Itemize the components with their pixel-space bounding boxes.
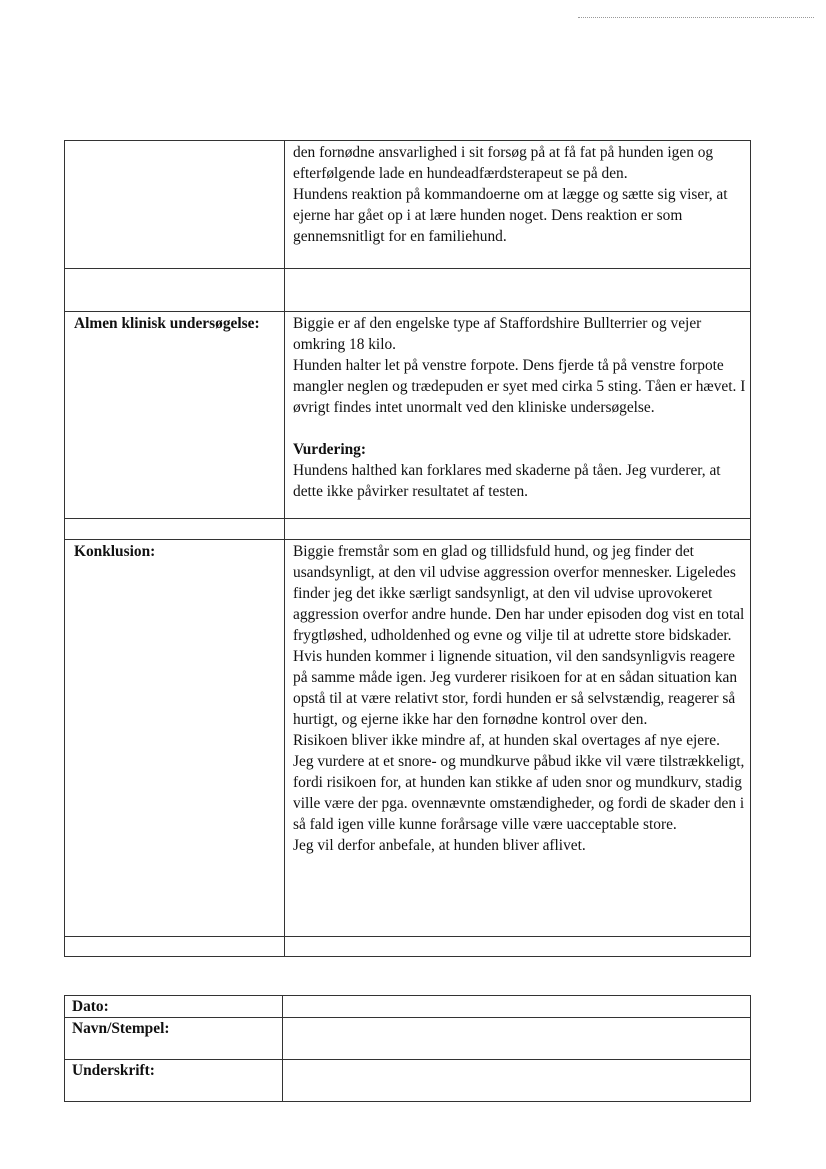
section-label <box>65 141 285 269</box>
paragraph: den fornødne ansvarlighed i sit forsøg på at få fat på hunden igen og efterfølgende lade en hundeadfærdsterapeut se på den. <box>293 144 714 182</box>
name-stamp-label: Navn/Stempel: <box>65 1018 283 1060</box>
section-content <box>285 141 751 269</box>
paragraph: Risikoen bliver ikke mindre af, at hunden skal overtages af nye ejere. <box>293 732 720 749</box>
table-row <box>65 312 751 519</box>
paragraph: Biggie fremstår som en glad og tillidsfuld hund, og jeg finder det usandsynligt, at den vil udvise aggression overfor mennesker. Ligeledes finder jeg det ikke særligt sandsynligt, at den vil udvise uprovokeret aggression overfor andre hunde. Den har under episoden dog vist en total frygtløshed, udholdenhed og evne og vilje til at udrette store bidskader. <box>293 543 745 644</box>
spacer-cell <box>285 519 751 540</box>
table-row <box>65 1060 751 1102</box>
paragraph: Hvis hunden kommer i lignende situation, vil den sandsynligvis reagere på samme måde igen. Jeg vurderer risikoen for at en sådan situation kan opstå til at være relativt stor, fordi hunden er så selvstændig, reagerer så hurtigt, og ejerne ikke har den fornødne kontrol over den. <box>293 648 738 728</box>
section-label: Konklusion: <box>65 540 285 937</box>
signature-field[interactable] <box>283 1060 751 1102</box>
spacer-cell <box>65 269 285 312</box>
section-label: Almen klinisk undersøgelse: <box>65 312 285 519</box>
spacer-cell <box>65 519 285 540</box>
section-content <box>285 312 751 519</box>
spacer-row <box>65 269 751 312</box>
table-row <box>65 540 751 937</box>
spacer-cell <box>65 937 285 957</box>
table-row <box>65 141 751 269</box>
date-label: Dato: <box>65 996 283 1018</box>
paragraph: Jeg vil derfor anbefale, at hunden bliver aflivet. <box>293 837 586 854</box>
signature-table <box>64 995 751 1102</box>
spacer-cell <box>285 269 751 312</box>
spacer-row <box>65 937 751 957</box>
paragraph: Hunden halter let på venstre forpote. Dens fjerde tå på venstre forpote mangler neglen og trædepuden er syet med cirka 5 sting. Tåen er hævet. I øvrigt findes intet unormalt ved den kliniske undersøgelse. <box>293 357 746 416</box>
date-field[interactable] <box>283 996 751 1018</box>
subheading: Vurdering: <box>293 441 366 458</box>
blank-line <box>293 418 746 439</box>
section-content <box>285 540 751 937</box>
page-edge-marks <box>578 17 814 18</box>
paragraph: Hundens reaktion på kommandoerne om at lægge og sætte sig viser, at ejerne har gået op i at lære hunden noget. Dens reaktion er som gennemsnitligt for en familiehund. <box>293 186 728 245</box>
assessment-table <box>64 140 751 957</box>
signature-label: Underskrift: <box>65 1060 283 1102</box>
paragraph: Biggie er af den engelske type af Staffordshire Bullterrier og vejer omkring 18 kilo. <box>293 315 702 353</box>
spacer-cell <box>285 937 751 957</box>
table-row <box>65 996 751 1018</box>
paragraph: Jeg vurdere at et snore- og mundkurve påbud ikke vil være tilstrækkeligt, fordi risikoen for, at hunden kan stikke af uden snor og mundkurv, stadig ville være der pga. ovennævnte omstændigheder, og fordi de skader den i så fald igen ville kunne forårsage ville være uacceptable store. <box>293 753 745 833</box>
spacer-row <box>65 519 751 540</box>
paragraph: Hundens halthed kan forklares med skaderne på tåen. Jeg vurderer, at dette ikke påvirker resultatet af testen. <box>293 462 721 500</box>
name-stamp-field[interactable] <box>283 1018 751 1060</box>
table-row <box>65 1018 751 1060</box>
